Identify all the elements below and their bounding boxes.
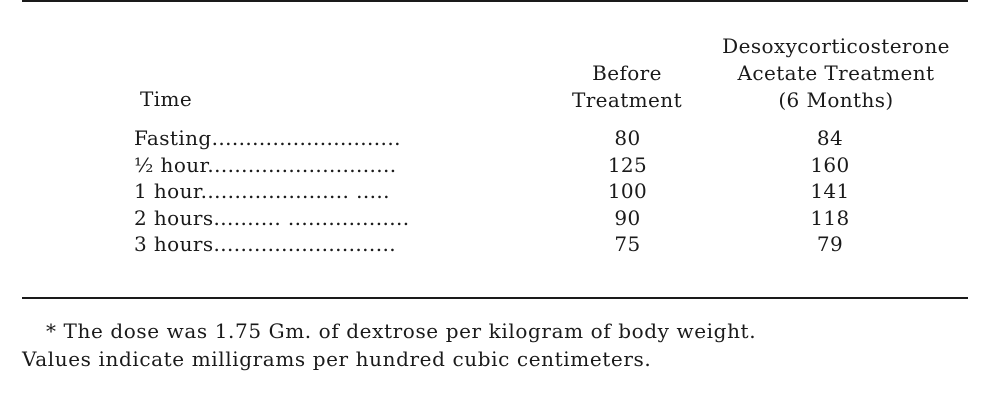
row-doca-value: 84 (816, 126, 844, 150)
table-row (0, 152, 993, 179)
row-doca-value: 141 (810, 179, 850, 203)
column-header-doca-line-1: Desoxycorticosterone (722, 34, 950, 58)
row-time-label (134, 178, 544, 205)
row-leader-dots: .......... .................. (213, 205, 410, 230)
column-header-doca-treatment (696, 33, 976, 114)
row-leader-dots: ............................ (211, 126, 401, 150)
row-doca-value: 79 (816, 232, 844, 256)
table-row (0, 205, 993, 232)
row-before-value: 125 (607, 152, 648, 177)
row-doca-value: 118 (810, 205, 850, 230)
footnote-line-1: * The dose was 1.75 Gm. of dextrose per kilogram of body weight. (46, 319, 757, 343)
column-header-doca-line-2: Acetate Treatment (737, 61, 935, 85)
row-time-text: Fasting (134, 126, 212, 150)
column-header-time-text: Time (140, 87, 193, 111)
row-time-text: 1 hour (134, 179, 201, 203)
column-header-before-treatment (552, 60, 702, 114)
row-leader-dots: ...................... ..... (200, 179, 390, 203)
row-time-text: ½ hour (134, 152, 208, 177)
row-time-label (134, 205, 544, 232)
table-footnote (22, 317, 968, 373)
table-row (0, 125, 993, 152)
table-bottom-rule (22, 297, 968, 299)
column-header-before-line-1: Before (592, 61, 662, 85)
row-time-label (134, 125, 544, 152)
row-before-value: 100 (607, 179, 648, 203)
table-row (0, 231, 993, 258)
column-header-time (140, 86, 192, 113)
row-time-label (134, 152, 544, 179)
row-time-text: 2 hours (134, 205, 214, 230)
column-header-before-line-2: Treatment (571, 88, 683, 112)
footnote-line-2: Values indicate milligrams per hundred cubic centimeters. (22, 347, 652, 371)
row-doca-value: 160 (810, 152, 850, 177)
table-body (0, 125, 993, 258)
row-time-label (134, 231, 544, 258)
table-top-rule (22, 0, 968, 2)
row-before-value: 75 (614, 232, 641, 256)
row-leader-dots: ........................... (213, 232, 396, 256)
row-before-value: 90 (614, 205, 641, 230)
table-row (0, 178, 993, 205)
row-time-text: 3 hours (134, 232, 214, 256)
row-before-value: 80 (614, 126, 641, 150)
row-leader-dots: ............................ (207, 152, 397, 177)
column-header-doca-line-3: (6 Months) (778, 88, 894, 112)
